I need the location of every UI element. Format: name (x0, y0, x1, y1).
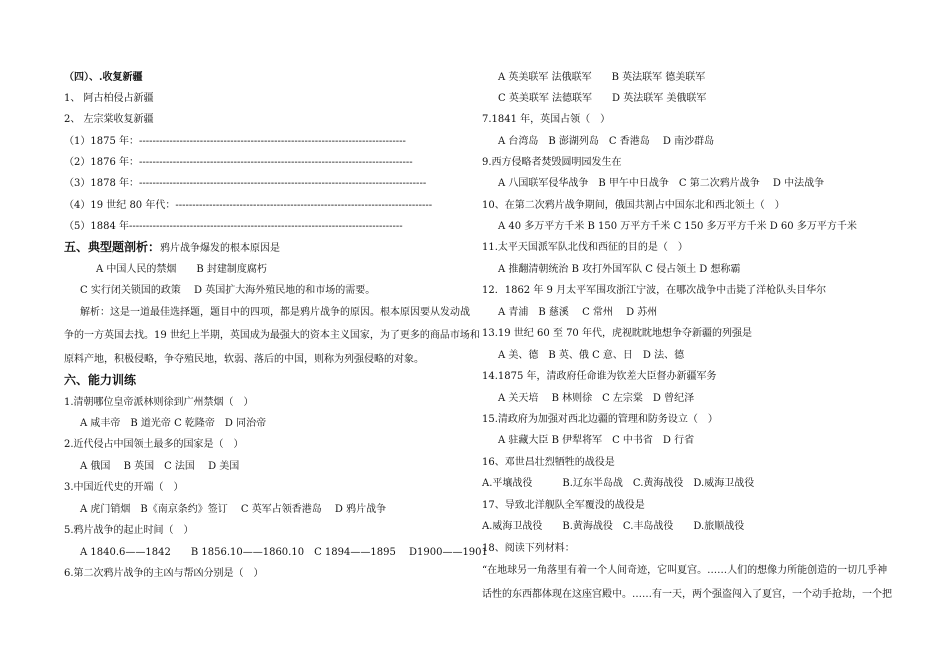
question-9: 9.西方侵略者焚毁圆明园发生在 (482, 157, 622, 168)
section-4-item-1: 1、 阿古柏侵占新疆 (64, 93, 154, 104)
timeline-line-1875: （1）1875 年：------------------------------------------------------------------------------- (64, 136, 406, 147)
question-14: 14.1875 年，清政府任命谁为钦差大臣督办新疆军务 (482, 371, 717, 382)
timeline-line-1876: （2）1876 年：--------------------------------------------------------------------------------- (64, 157, 413, 168)
question-10-options: A 40 多万平方千米 B 150 万平方千米 C 150 多万平方千米 D 60 多万平方千米 (498, 221, 857, 232)
question-15: 15.清政府为加强对西北边疆的管理和防务设立（ ） (482, 414, 718, 425)
question-7-options: A 台湾岛 B 澎湖列岛 C 香港岛 D 南沙群岛 (498, 136, 715, 147)
question-18: 18、阅读下列材料： (482, 543, 575, 554)
question-12-options: A 青浦 B 慈溪 C 常州 D 苏州 (498, 307, 658, 318)
analysis-line-3: 原料产地，积极侵略，争夺殖民地，软弱、落后的中国，则称为列强侵略的对象。 (64, 354, 424, 365)
section-5-options-1: A 中国人民的禁烟 B 封建制度腐朽 (96, 264, 267, 275)
question-6-options-1: A 英美联军 法俄联军 B 英法联军 德美联军 (498, 72, 706, 83)
section-5-options-2: C 实行闭关锁国的政策 D 英国扩大海外殖民地的和市场的需要。 (80, 285, 376, 296)
timeline-line-1878: （3）1878 年：------------------------------------------------------------------------------------- (64, 178, 427, 189)
question-16: 16、邓世昌壮烈牺牲的战役是 (482, 457, 615, 468)
section-4-heading: （四）、.收复新疆 (64, 72, 143, 83)
question-16-options: A.平壤战役 B.辽东半岛战 C.黄海战役 D.威海卫战役 (482, 478, 755, 489)
question-10: 10、在第二次鸦片战争期间，俄国共割占中国东北和西北领土（ ） (482, 200, 785, 211)
timeline-line-1884: （5）1884 年--------------------------------------------------------------------------------- (64, 221, 403, 232)
question-11-options: A 推翻清朝统治 B 攻打外国军队 C 侵占领土 D 想称霸 (498, 264, 741, 275)
section-5-line (64, 241, 280, 255)
section-6-heading: 六、能力训练 (64, 373, 137, 387)
analysis-line-1: 解析：这是一道最佳选择题，题目中的四项，都是鸦片战争的原因。根本原因要从发动战 (80, 307, 470, 318)
question-15-options: A 驻藏大臣 B 伊犁将军 C 中书省 D 行省 (498, 435, 695, 446)
section-5-question: 鸦片战争爆发的根本原因是 (160, 243, 281, 254)
question-1: 1.清朝哪位皇帝派林则徐到广州禁烟（ ） (64, 397, 254, 408)
section-5-heading: 五、典型题剖析： (64, 240, 161, 254)
question-1-options: A 咸丰帝 B 道光帝 C 乾隆帝 D 同治帝 (80, 418, 267, 429)
question-12: 12．1862 年 9 月太平军围攻浙江宁波，在哪次战争中击毙了洋枪队头目华尔 (482, 285, 827, 296)
question-3-options: A 虎门销烟 B《南京条约》签订 C 英军占领香港岛 D 鸦片战争 (80, 504, 387, 515)
question-17-options: A.威海卫战役 B.黄海战役 C.丰岛战役 D.旅顺战役 (482, 521, 745, 532)
question-17: 17、导致北洋舰队全军覆没的战役是 (482, 500, 645, 511)
question-13: 13.19 世纪 60 至 70 年代，虎视眈眈地想争夺新疆的列强是 (482, 328, 752, 339)
question-3: 3.中国近代史的开端（ ） (64, 482, 184, 493)
question-5-options: A 1840.6——1842 B 1856.10——1860.10 C 1894——1895 D1900——1901 (80, 547, 488, 558)
reading-passage-line-1: “在地球另一角落里有着一个人间奇迹，它叫夏宫。……人们的想像力所能创造的一切几乎神 (482, 565, 888, 576)
question-6-options-2: C 英美联军 法德联军 D 英法联军 美俄联军 (498, 93, 707, 104)
question-5: 5.鸦片战争的起止时间（ ） (64, 525, 194, 536)
question-6: 6.第二次鸦片战争的主凶与帮凶分别是（ ） (64, 568, 264, 579)
section-4-item-2: 2、 左宗棠收复新疆 (64, 114, 154, 125)
reading-passage-line-2: 话性的东西都体现在这座宫殿中。……有一天，两个强盗闯入了夏宫，一个动手抢劫，一个把 (482, 589, 892, 600)
question-7: 7.1841 年，英国占领（ ） (482, 114, 611, 125)
question-11: 11.太平天国派军队北伐和西征的目的是（ ） (482, 242, 688, 253)
question-9-options: A 八国联军侵华战争 B 甲午中日战争 C 第二次鸦片战争 D 中法战争 (498, 178, 825, 189)
analysis-line-2: 争的一方英国去找。19 世纪上半期，英国成为最强大的资本主义国家，为了更多的商品市场和 (64, 330, 480, 341)
question-13-options: A 美、德 B 英、俄 C 意、日 D 法、德 (498, 350, 685, 361)
question-14-options: A 关天培 B 林则徐 C 左宗棠 D 曾纪泽 (498, 393, 695, 404)
timeline-line-1880s: （4）19 世纪 80 年代：---------------------------------------------------------------------------- (64, 200, 433, 211)
question-2-options: A 俄国 B 英国 C 法国 D 美国 (80, 461, 240, 472)
question-2: 2.近代侵占中国领土最多的国家是（ ） (64, 439, 244, 450)
